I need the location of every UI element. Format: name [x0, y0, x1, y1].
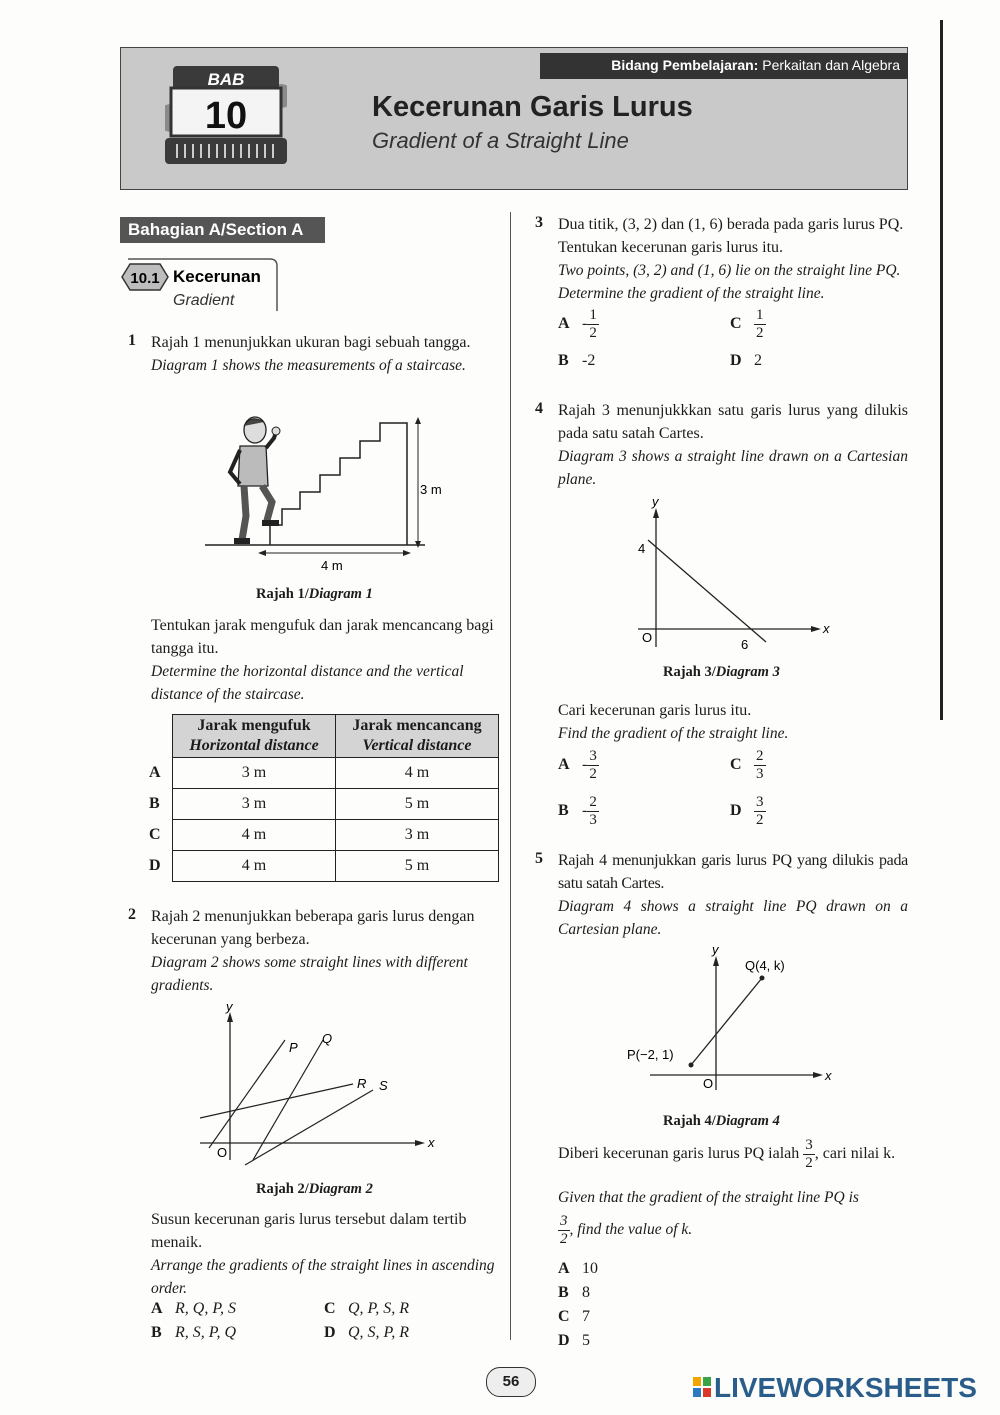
- svg-text:y: y: [226, 1000, 233, 1014]
- diagram-4-graph: [620, 940, 840, 1100]
- distance-table: [148, 714, 499, 882]
- svg-text:y: y: [712, 942, 719, 957]
- svg-text:x: x: [823, 621, 830, 636]
- svg-text:x: x: [825, 1068, 832, 1083]
- ask-ms: Cari kecerunan garis lurus itu.: [558, 702, 752, 719]
- option-b[interactable]: B 8: [558, 1284, 590, 1301]
- chapter-title: Kecerunan Garis Lurus: [372, 91, 693, 123]
- subsection-number: 10.1: [130, 270, 160, 287]
- label-p: P(−2, 1): [627, 1047, 674, 1062]
- option-a[interactable]: A - $\frac{1}{2}$: [558, 307, 597, 341]
- point-p: [689, 1063, 694, 1068]
- learning-area: [548, 57, 900, 77]
- option-c[interactable]: C 7: [558, 1308, 590, 1325]
- question-text-en: Diagram 4 shows a straight line PQ drawn on a Cartesian plane.: [558, 898, 908, 938]
- table-header-horizontal: Jarak mengufuk Horizontal distance: [173, 715, 336, 758]
- option-b[interactable]: B R, S, P, Q: [151, 1324, 237, 1341]
- question-text-en: Diagram 1 shows the measurements of a staircase.: [151, 357, 466, 374]
- option-a[interactable]: A 10: [558, 1260, 598, 1277]
- question-number: 5: [535, 850, 543, 867]
- option-c[interactable]: C $\frac{1}{2}$: [730, 307, 764, 341]
- question-5-given-en: Given that the gradient of the straight line PQ is $\frac{3}{2}$ , find the value of k.: [558, 1189, 859, 1247]
- y-intercept-label: 4: [638, 541, 646, 556]
- chapter-word: BAB: [207, 70, 245, 89]
- svg-text:x: x: [428, 1135, 435, 1150]
- width-label: 4 m: [321, 558, 343, 573]
- line-P: [209, 1040, 285, 1148]
- question-4: [535, 399, 908, 491]
- subsection-tag: [120, 258, 278, 312]
- brand-name[interactable]: LIVEWORKSHEETS: [714, 1372, 977, 1403]
- question-text-en: Two points, (3, 2) and (1, 6) lie on the straight line PQ. Determine the gradient of the straight line.: [558, 262, 901, 302]
- question-text-en: Diagram 2 shows some straight lines with different gradients.: [151, 954, 468, 994]
- question-4-ask: [558, 699, 908, 745]
- diagram-3-graph: [620, 492, 835, 657]
- ask-ms: Susun kecerunan garis lurus tersebut dalam tertib menaik.: [151, 1211, 467, 1251]
- straight-line: [648, 540, 766, 642]
- subsection-subtitle: Gradient: [173, 292, 235, 309]
- question-text-ms: Rajah 4 menunjukkan garis lurus PQ yang dilukis pada satu satah Cartes.: [558, 852, 908, 892]
- label-P: P: [289, 1040, 298, 1055]
- diagram-2-caption: Rajah 2/Diagram 2: [256, 1181, 373, 1197]
- svg-text:y: y: [652, 494, 659, 509]
- question-number: 2: [128, 906, 136, 923]
- chapter-badge: [165, 66, 287, 170]
- table-row[interactable]: D 4 m 5 m: [148, 851, 499, 882]
- option-b[interactable]: B - $\frac{2}{3}$: [558, 794, 597, 828]
- label-S: S: [379, 1078, 388, 1093]
- diagram-1-caption: [256, 586, 373, 603]
- line-S: [245, 1090, 373, 1165]
- ask-ms: Tentukan jarak mengufuk dan jarak mencancang bagi tangga itu.: [151, 617, 494, 657]
- diagram-3-caption: Rajah 3/Diagram 3: [663, 664, 780, 680]
- column-divider: [510, 212, 511, 1340]
- section-label: Bahagian A/Section A: [120, 217, 325, 243]
- line-Q: [253, 1040, 323, 1160]
- question-number: 4: [535, 400, 543, 417]
- height-label: 3 m: [420, 482, 442, 497]
- option-a[interactable]: A - $\frac{3}{2}$: [558, 748, 597, 782]
- question-text-ms: Rajah 1 menunjukkan ukuran bagi sebuah tangga.: [151, 334, 471, 351]
- question-5: [535, 849, 908, 941]
- x-intercept-label: 6: [741, 637, 749, 652]
- table-row[interactable]: A 3 m 4 m: [148, 758, 499, 789]
- learning-area-value: Perkaitan dan Algebra: [762, 57, 900, 73]
- svg-text:O: O: [642, 630, 653, 645]
- question-text-en: Diagram 3 shows a straight line drawn on a Cartesian plane.: [558, 448, 908, 488]
- lines-diagram: [195, 1000, 445, 1170]
- question-5-given-ms: Diberi kecerunan garis lurus PQ ialah $\frac{3}{2}$ , cari nilai k.: [558, 1137, 896, 1171]
- question-1-ask: [151, 614, 498, 706]
- page-edge: [940, 20, 943, 720]
- question-text-ms: Rajah 3 menunjukkkan satu garis lurus yang dilukis pada satu satah Cartes.: [558, 402, 908, 442]
- question-text-ms: Dua titik, (3, 2) dan (1, 6) berada pada garis lurus PQ. Tentukan kecerunan garis lurus itu.: [558, 216, 904, 256]
- diagram-4-caption: Rajah 4/Diagram 4: [663, 1113, 780, 1129]
- option-c[interactable]: C Q, P, S, R: [324, 1300, 410, 1317]
- chapter-number: 10: [204, 95, 248, 137]
- page-number: 56: [486, 1367, 536, 1397]
- table-row[interactable]: B 3 m 5 m: [148, 789, 499, 820]
- line-R: [200, 1084, 353, 1118]
- point-q: [760, 976, 765, 981]
- person-figure: [230, 417, 280, 544]
- option-d[interactable]: D 2: [730, 352, 762, 369]
- table-row[interactable]: C 4 m 3 m: [148, 820, 499, 851]
- table-header-vertical: Jarak mencancang Vertical distance: [336, 715, 499, 758]
- option-c[interactable]: C $\frac{2}{3}$: [730, 748, 764, 782]
- option-a[interactable]: A R, Q, P, S: [151, 1300, 237, 1317]
- label-Q: Q: [322, 1031, 333, 1046]
- ask-en: Arrange the gradients of the straight lines in ascending order.: [151, 1257, 495, 1297]
- caption-en: Diagram 1: [308, 586, 373, 602]
- question-text-ms: Rajah 2 menunjukkan beberapa garis lurus dengan kecerunan yang berbeza.: [151, 908, 475, 948]
- option-d[interactable]: D $\frac{3}{2}$: [730, 794, 764, 828]
- learning-area-label: Bidang Pembelajaran:: [611, 57, 759, 73]
- ask-en: Determine the horizontal distance and the vertical distance of the staircase.: [151, 663, 464, 703]
- svg-text:O: O: [703, 1076, 714, 1091]
- option-d[interactable]: D 5: [558, 1332, 590, 1349]
- label-q: Q(4, k): [745, 958, 785, 973]
- question-1: [128, 331, 498, 377]
- question-3: [535, 213, 908, 305]
- chapter-subtitle: Gradient of a Straight Line: [372, 128, 629, 153]
- staircase-diagram: [200, 412, 460, 577]
- label-R: R: [357, 1076, 367, 1091]
- line-PQ: [691, 978, 762, 1065]
- option-d[interactable]: D Q, S, P, R: [324, 1324, 410, 1341]
- question-number: 1: [128, 332, 136, 349]
- ask-en: Find the gradient of the straight line.: [558, 725, 789, 742]
- liveworksheets-logo-icon: [693, 1377, 711, 1397]
- svg-text:O: O: [217, 1145, 228, 1160]
- caption-ms: Rajah 1/: [256, 586, 309, 602]
- question-number: 3: [535, 214, 543, 231]
- option-b[interactable]: B -2: [558, 352, 596, 369]
- question-2-ask: [151, 1208, 498, 1300]
- subsection-title: Kecerunan: [173, 267, 261, 286]
- question-2: [128, 905, 498, 997]
